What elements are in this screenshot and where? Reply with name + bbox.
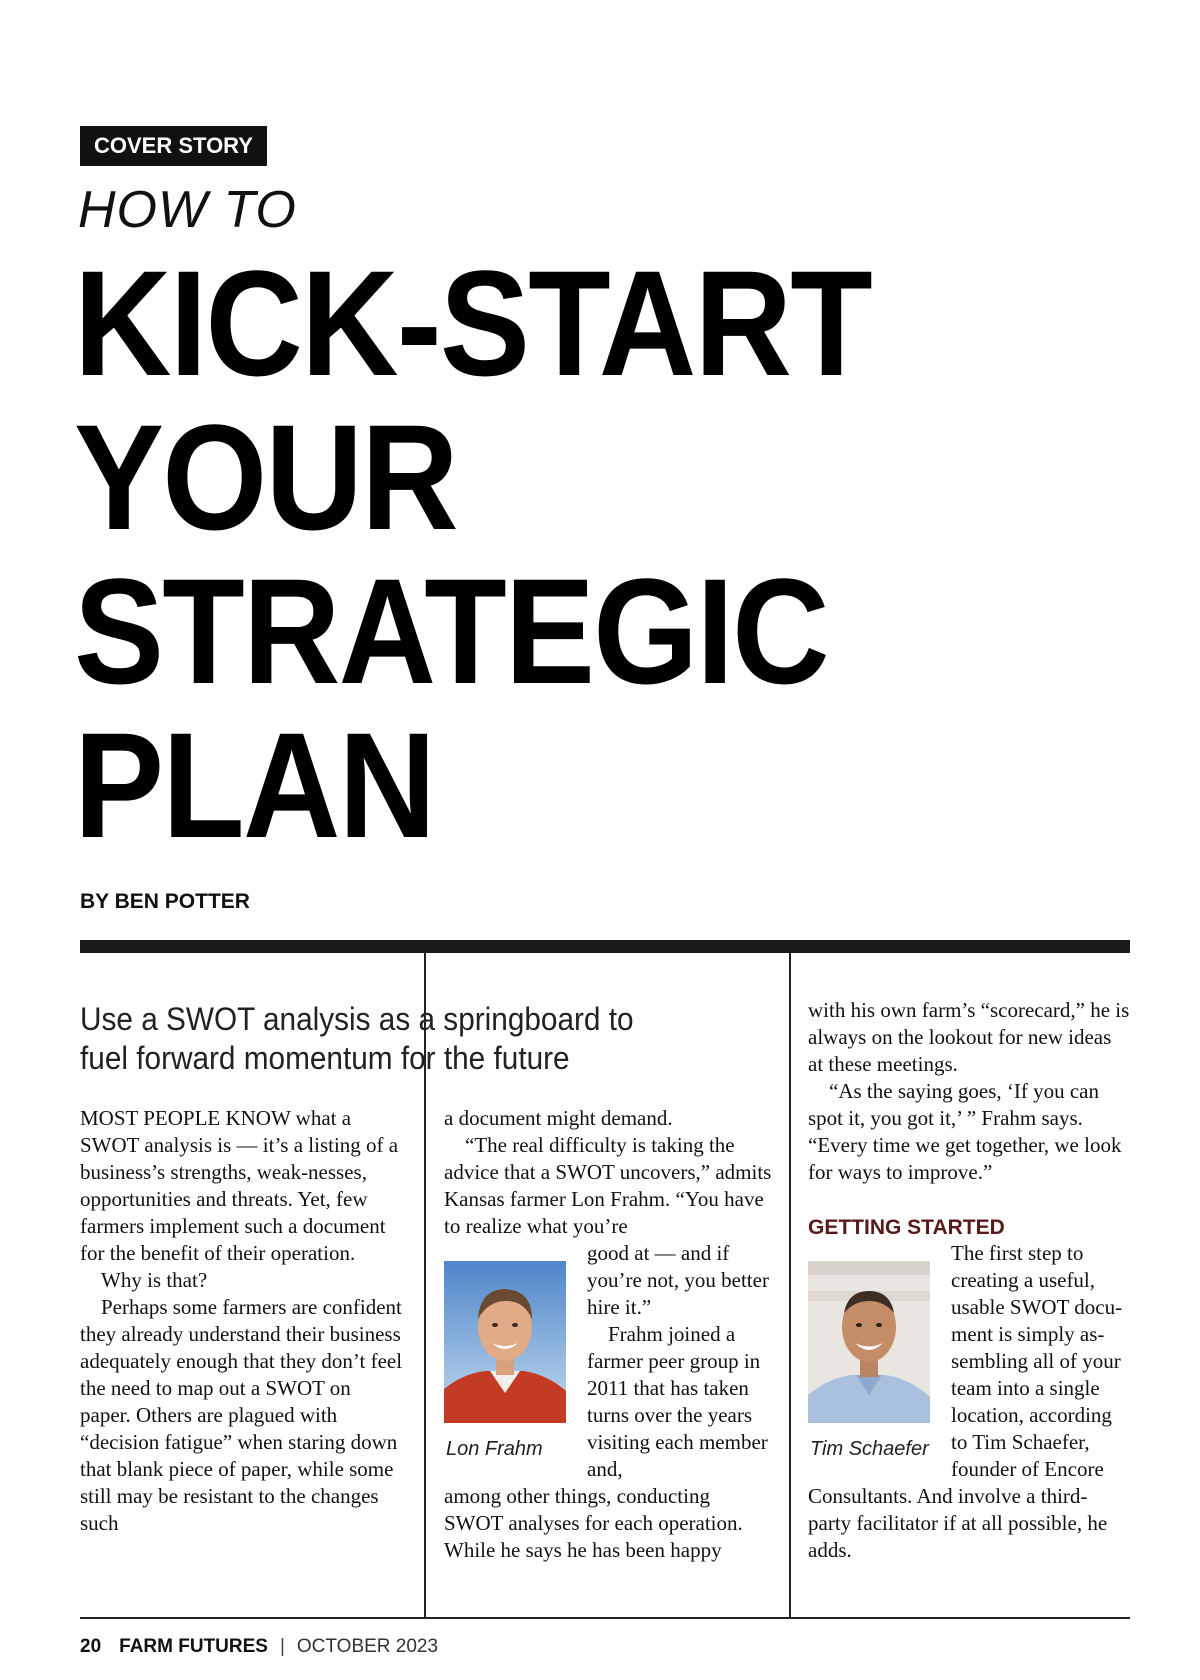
column-divider-2 xyxy=(789,953,791,1617)
article-column-3-top xyxy=(808,997,1130,1186)
article-column-1 xyxy=(80,1105,405,1537)
heavy-divider xyxy=(80,940,1130,953)
issue-date: OCTOBER 2023 xyxy=(296,1636,439,1657)
photo-lon-frahm xyxy=(444,1261,566,1423)
footer-divider xyxy=(80,1617,1130,1619)
portrait-tim-schaefer xyxy=(808,1261,930,1423)
article-deck: Use a SWOT analysis as a springboard to fuel forward momentum for the future xyxy=(80,1001,634,1076)
headline-line-3: STRATEGIC xyxy=(74,547,828,715)
article-column-3-bottom xyxy=(808,1483,1130,1564)
column-3-paragraph-4: Consultants. And involve a third-party facilitator if at all possible, he adds. xyxy=(808,1484,1108,1562)
subhead-getting-started: GETTING STARTED xyxy=(808,1216,1005,1239)
column-1-paragraph-1: MOST PEOPLE KNOW what a SWOT analysis is — it’s a listing of a business’s strengths, weak-nesses, opportunities and threats. Yet, few farmers implement such a document for the benefit of their operation. xyxy=(80,1106,399,1265)
article-column-2-top xyxy=(444,1105,772,1240)
column-2-paragraph-3: good at — and if you’re not, you better hire it.” xyxy=(587,1241,769,1319)
column-3-paragraph-1: with his own farm’s “scorecard,” he is always on the lookout for new ideas at these meetings. xyxy=(808,998,1130,1076)
headline xyxy=(74,239,871,869)
column-2-paragraph-1: a document might demand. xyxy=(444,1106,673,1130)
column-2-paragraph-2: “The real difficulty is taking the advice that a SWOT uncovers,” admits Kansas farmer Lon Frahm. “You have to realize what you’re xyxy=(444,1133,772,1238)
column-3-paragraph-3: The first step to creating a useful, usable SWOT docu-ment is simply as-sembling all of your team into a single location, according to Tim Schaefer, founder of Encore xyxy=(951,1241,1123,1481)
photo-tim-schaefer xyxy=(808,1261,930,1423)
headline-line-1: KICK-START xyxy=(74,239,871,407)
headline-prefix: HOW TO xyxy=(78,181,297,239)
publication-name: FARM FUTURES xyxy=(119,1636,268,1657)
page-footer xyxy=(80,1636,438,1658)
article-column-2-bottom xyxy=(444,1483,774,1564)
article-column-3-wrap xyxy=(951,1240,1131,1483)
column-1-paragraph-2: Why is that? xyxy=(101,1268,208,1292)
portrait-lon-frahm xyxy=(444,1261,566,1423)
headline-line-2: YOUR xyxy=(74,393,457,561)
section-kicker: COVER STORY xyxy=(80,126,267,166)
headline-line-4: PLAN xyxy=(74,701,435,869)
footer-separator: | xyxy=(279,1636,285,1657)
column-2-paragraph-5: among other things, conducting SWOT analyses for each operation. While he says he has been happy xyxy=(444,1484,743,1562)
page-number: 20 xyxy=(80,1636,102,1657)
photo-caption-tim-schaefer: Tim Schaefer xyxy=(810,1438,929,1460)
article-column-2-wrap xyxy=(587,1240,772,1483)
column-2-paragraph-4: Frahm joined a farmer peer group in 2011 that has taken turns over the years visiting each member and, xyxy=(587,1322,768,1481)
column-1-paragraph-3: Perhaps some farmers are confident they already understand their business adequately enough that they don’t feel the need to map out a SWOT on paper. Others are plagued with “decision fatigue” when staring down that blank piece of paper, while some still may be resistant to the changes such xyxy=(80,1295,403,1535)
photo-caption-lon-frahm: Lon Frahm xyxy=(446,1438,543,1460)
column-3-paragraph-2: “As the saying goes, ‘If you can spot it, you got it,’ ” Frahm says. “Every time we get together, we look for ways to improve.” xyxy=(808,1079,1122,1184)
byline: BY BEN POTTER xyxy=(80,890,250,913)
